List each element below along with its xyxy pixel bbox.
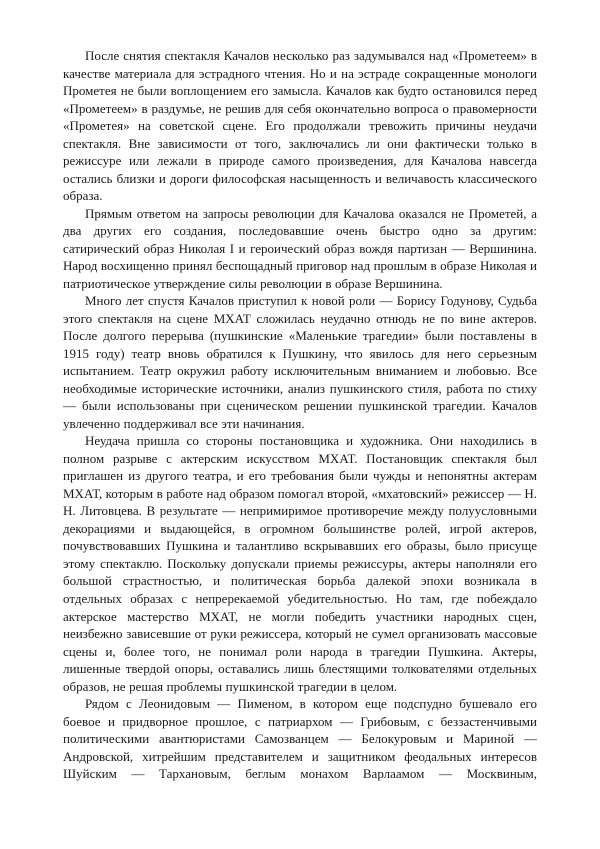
paragraph: Прямым ответом на запросы революции для Качалова оказался не Прометей, а два других его создания, последовавшие очень быстро одно за другим: сатирический образ Николая I и героический образ вождя партизан — Вершинина. Народ восхищенно принял беспощадный приговор над прошлым в образе Николая и патриотическое утверждение силы революции в образе Вершинина. — [63, 205, 537, 291]
paragraph: Неудача пришла со стороны постановщика и художника. Они находились в полном разрыве с актерским искусством МХАТ. Постановщик спектакля был приглашен из другого театра, и его требования были чужды и непонятны актерам МХАТ, которым в работе над образом помогал второй, «мхатовский» режиссер — Н. Н. Литовцева. В результате — непримиримое противоречие между полуусловными декорациями и выдающейся, в огромном большинстве ролей, игрой актеров, почувствовавших Пушкина и талантливо вскрывавших его образы, было присуще этому спектаклю. Поскольку допускали приемы режиссуры, актеры наполняли его большой страстностью, и политическая борьба далекой эпохи возникала в отдельных образах с непререкаемой убедительностью. Но там, где побеждало актерское мастерство МХАТ, не могли победить участники народных сцен, неизбежно зависевшие от руки режиссера, который не сумел организовать массовые сцены и, более того, не понимал роли народа в трагедии Пушкина. Актеры, лишенные твердой опоры, оставались лишь блестящими толкователями отдельных образов, не решая проблемы пушкинской трагедии в целом. — [63, 433, 537, 694]
paragraph: Рядом с Леонидовым — Пименом, в котором еще подспудно бушевало его боевое и придворное прошлое, с патриархом — Грибовым, с беззастенчивыми политическими авантюристами Самозванцем — Белокуровым и Мариной — Андровской, хитрейшим представителем и защитником феодальных интересов Шуйским — Тархановым, беглым монахом Варлаамом — Москвиным, — [63, 696, 537, 782]
paragraph: После снятия спектакля Качалов несколько раз задумывался над «Прометеем» в качестве материала для эстрадного чтения. Но и на эстраде сокращенные монологи Прометея не были воплощением его замысла. Качалов как будто остановился перед «Прометеем» в раздумье, не решив для себя окончательно вопроса о правомерности «Прометея» на советской сцене. Его продолжали тревожить причины неудачи спектакля. Вне зависимости от того, заключались ли они фактически только в режиссуре или лежали в природе самого произведения, для Качалова навсегда остались близки и дороги философская насыщенность и величавость классического образа. — [63, 48, 537, 204]
body-text-block — [63, 47, 537, 783]
paragraph: Много лет спустя Качалов приступил к новой роли — Борису Годунову, Судьба этого спектакля на сцене МХАТ сложилась неудачно отнюдь не по вине актеров. После долгого перерыва (пушкинские «Маленькие трагедии» были поставлены в 1915 году) театр вновь обратился к Пушкину, что явилось для него серьезным испытанием. Театр окружил работу исключительным вниманием и любовью. Все необходимые исторические источники, анализ пушкинского стиля, работа по стиху — были использованы при сценическом решении пушкинской трагедии. Качалов увлеченно поддерживал все эти начинания. — [63, 293, 537, 431]
